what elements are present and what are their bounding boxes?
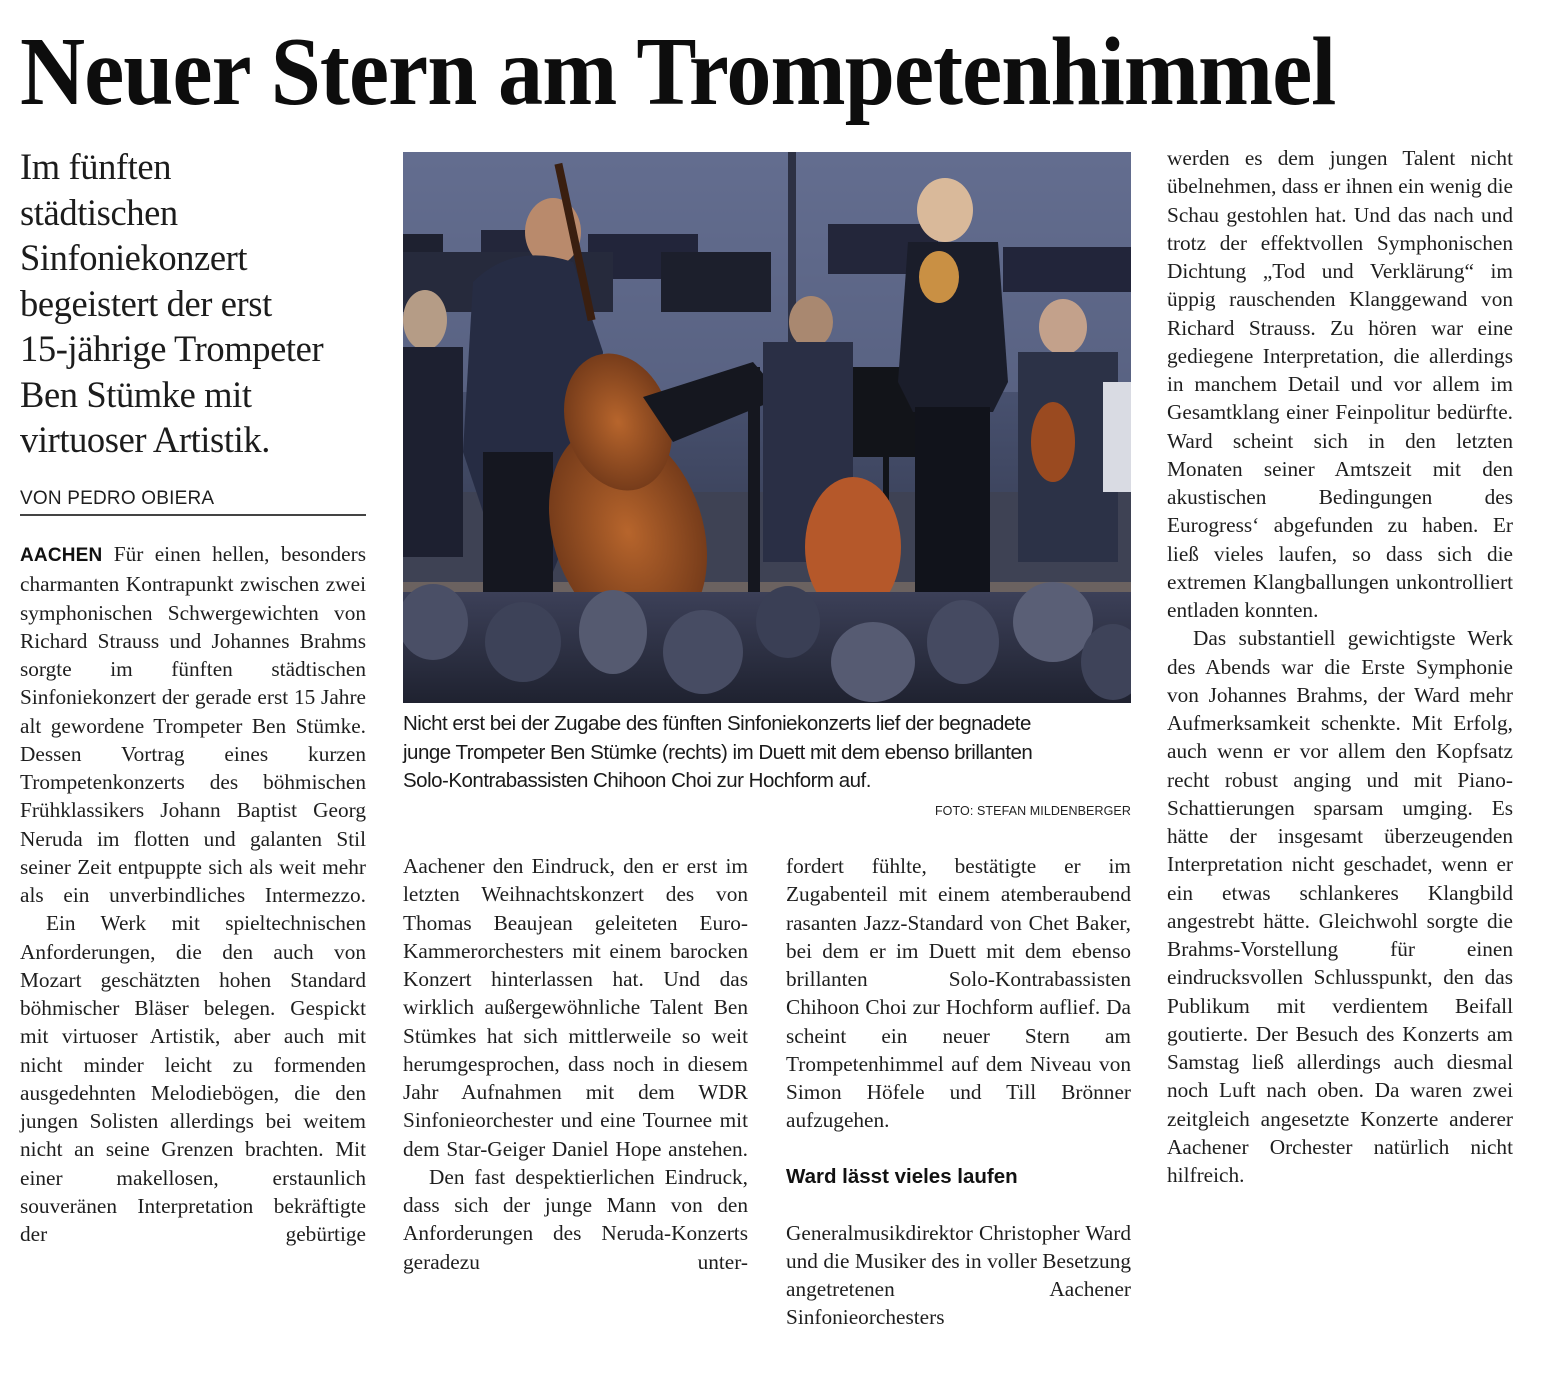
- paragraph: Den fast despektierlichen Eindruck, dass sich der junge Mann von den Anforderungen des Neruda-Konzerts geradezu unter-: [403, 1164, 748, 1274]
- subhead-line: 15-jährige Trompeter: [20, 328, 324, 369]
- paragraph: werden es dem jungen Talent nicht übelnehmen, dass er ihnen ein wenig die Schau gestohlen hat. Und das nach und trotz der effektvollen Symphonischen Dichtung „Tod und Verklärung“ im üppig rauschenden Klanggewand von Richard Strauss. Zu hören war eine gediegene Interpretation, die allerdings in manchem Detail und vor allem im Gesamtklang einer Feinpolitur bedürfte. Ward scheint sich in den letzten Monaten seiner Amtszeit mit den akustischen Bedingungen des Eurogress‘ abgefunden zu haben. Er ließ vieles laufen, so dass sich die extremen Klangballungen unkontrolliert entladen konnten.: [1167, 146, 1513, 622]
- caption-line: junge Trompeter Ben Stümke (rechts) im Duett mit dem ebenso brillanten: [403, 740, 1033, 764]
- article-column-4: [1167, 144, 1513, 1189]
- photo-credit: FOTO: STEFAN MILDENBERGER: [934, 804, 1131, 818]
- paragraph: fordert fühlte, bestätigte er im Zugabenteil mit einem atemberaubend rasanten Jazz-Standard von Chet Baker, bei dem er im Duett mit dem ebenso brillanten Solo-Kontrabassisten Chihoon Choi zur Hochform auflief. Da scheint ein neuer Stern am Trompetenhimmel auf dem Niveau von Simon Höfele und Till Brönner aufzugehen.: [786, 854, 1131, 1133]
- article-photo: [403, 152, 1131, 703]
- subhead-line: Im fünften: [20, 146, 172, 187]
- subhead-line: Sinfoniekonzert: [20, 237, 248, 278]
- article-column-3: [786, 852, 1131, 1332]
- paragraph: Generalmusikdirektor Christopher Ward und die Musiker des in voller Besetzung angetretenen Aachener Sinfonieorchesters: [786, 1220, 1131, 1330]
- byline: VON PEDRO OBIERA: [20, 486, 366, 516]
- subhead-line: städtischen: [20, 191, 178, 233]
- caption-line: Solo-Kontrabassisten Chihoon Choi zur Hochform auf.: [403, 769, 871, 792]
- article-column-1: [20, 540, 366, 1248]
- paragraph: Das substantiell gewichtigste Werk des Abends war die Erste Symphonie von Johannes Brahms, der Ward mehr Aufmerksamkeit schenkte. Mit Erfolg, auch wenn er vor allem den Kopfsatz recht robust anging und mit Piano-Schattierungen sparsam umging. Es hätte der insgesamt überzeugenden Interpretation nicht geschadet, wenn er ein etwas schlankeres Klangbild angestrebt hätte. Gleichwohl sorgte die Brahms-Vorstellung für einen eindrucksvollen Schlusspunkt, den das Publikum mit verdientem Beifall goutierte. Der Besuch des Konzerts am Samstag ließ allerdings auch diesmal noch Luft nach oben. Da waren zwei zeitgleich angesetzte Konzerte anderer Aachener Orchester natürlich nicht hilfreich.: [1167, 626, 1513, 1187]
- caption-line: Nicht erst bei der Zugabe des fünften Sinfoniekonzerts lief der begnadete: [403, 712, 1031, 735]
- photo-caption: [403, 710, 1138, 796]
- paragraph: [20, 540, 366, 909]
- headline: Neuer Stern am Trompetenhimmel: [20, 18, 1336, 126]
- subheadline: [20, 144, 380, 463]
- article-column-2: [403, 852, 748, 1276]
- section-subheading: Ward lässt vieles laufen: [786, 1164, 1018, 1188]
- subhead-line: Ben Stümke mit: [20, 373, 252, 415]
- paragraph: Ein Werk mit spieltechnischen Anforderungen, die den auch von Mozart geschätzten hohen Standard böhmischer Bläser belegen. Gespickt mit virtuoser Artistik, aber auch mit nicht minder leicht zu formenden ausgedehnten Melodiebögen, die den jungen Solisten allerdings bei weitem nicht an seine Grenzen brachten. Mit einer makellosen, erstaunlich souveränen Interpretation bekräftigte der gebürtige: [20, 911, 366, 1246]
- concert-photo-illustration: [403, 152, 1131, 703]
- paragraph-text: Für einen hellen, besonders charmanten Kontrapunkt zwischen zwei symphonischen Schwergewichten von Richard Strauss und Johannes Brahms sorgte im fünften städtischen Sinfoniekonzert der gerade erst 15 Jahre alt gewordene Trompeter Ben Stümke. Dessen Vortrag eines kurzen Trompetenkonzerts des böhmischen Frühklassikers Johann Baptist Georg Neruda im flotten und galanten Stil seiner Zeit entpuppte sich als weit mehr als ein unverbindliches Intermezzo.: [20, 542, 366, 907]
- subhead-line: virtuoser Artistik.: [20, 419, 270, 460]
- dateline: AACHEN: [20, 545, 103, 566]
- subhead-line: begeistert der erst: [20, 282, 272, 324]
- paragraph: Aachener den Eindruck, den er erst im letzten Weihnachtskonzert des von Thomas Beaujean geleiteten Euro-Kammerorchesters mit einem barocken Konzert hinterlassen hat. Und das wirklich außergewöhnliche Talent Ben Stümkes hat sich mittlerweile so weit herumgesprochen, dass noch in diesem Jahr Aufnahmen mit dem WDR Sinfonieorchester und eine Tournee mit dem Star-Geiger Daniel Hope anstehen.: [403, 854, 748, 1161]
